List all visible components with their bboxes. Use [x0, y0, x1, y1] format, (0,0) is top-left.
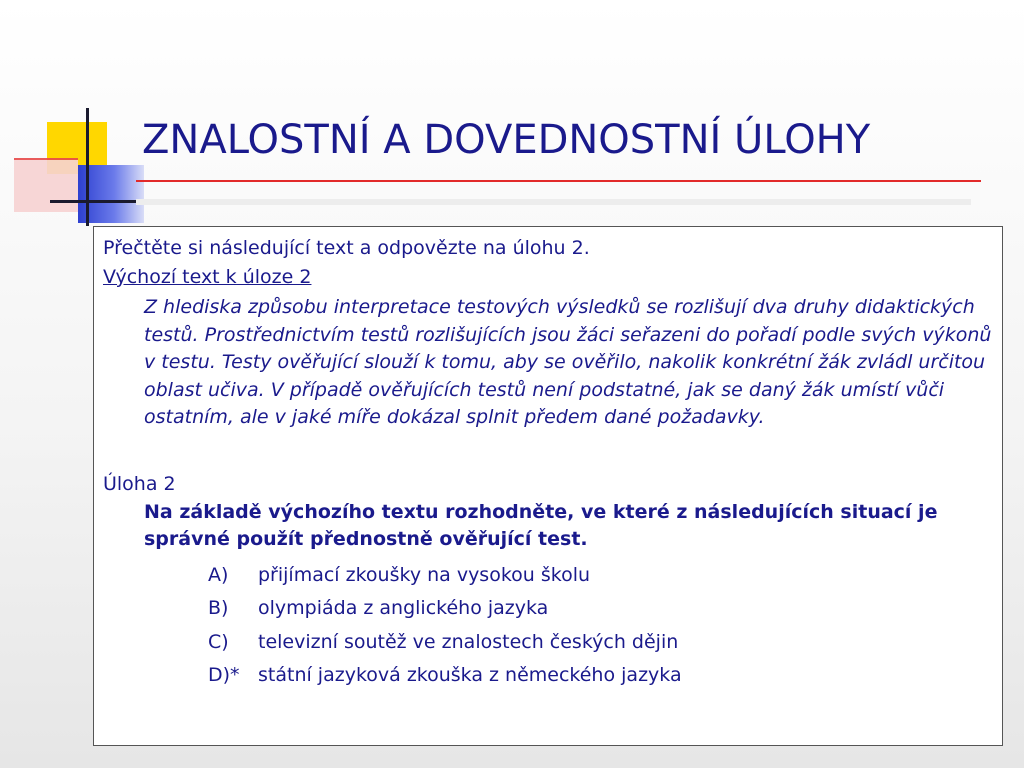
- option-label: B): [208, 597, 229, 619]
- option-label: A): [208, 563, 229, 586]
- content-box: [93, 226, 1003, 746]
- title-shadow-rule: [136, 199, 971, 205]
- vertical-line-decoration: [86, 108, 89, 226]
- answer-option-a: [208, 559, 992, 593]
- title-underline-rule: [136, 180, 981, 182]
- task-question: Na základě výchozího textu rozhodněte, ve které z následujících situací je správné použít přednostně ověřující test.: [144, 500, 938, 550]
- answer-options-list: [208, 559, 992, 693]
- source-text-heading: Výchozí text k úloze 2: [103, 266, 312, 288]
- option-text: státní jazyková zkouška z německého jazyka: [258, 664, 682, 686]
- answer-option-b: [208, 592, 992, 626]
- paragraph-spacer: [103, 432, 992, 470]
- source-text-paragraph: Z hlediska způsobu interpretace testových výsledků se rozlišují dva druhy didaktických testů. Prostřednictvím testů rozlišujících jsou žáci seřazeni do pořadí podle svých výkonů v testu. Testy ověřující slouží k tomu, aby se ověřilo, nakolik konkrétní žák zvládl určitou oblast učiva. V případě ověřujících testů není podstatné, jak se daný žák umístí vůči ostatním, ale v jaké míře dokázal splnit předem dané požadavky.: [144, 296, 992, 428]
- option-label: C): [208, 630, 229, 653]
- option-text: televizní soutěž ve znalostech českých dějin: [258, 630, 679, 653]
- option-text: přijímací zkoušky na vysokou školu: [258, 563, 591, 586]
- slide-title: ZNALOSTNÍ A DOVEDNOSTNÍ ÚLOHY: [142, 117, 871, 163]
- red-square-decoration: [14, 158, 78, 212]
- instruction-text: Přečtěte si následující text a odpovězte na úlohu 2.: [103, 237, 590, 259]
- option-label: D)*: [208, 664, 240, 686]
- task-heading: Úloha 2: [103, 472, 176, 495]
- answer-option-c: [208, 626, 992, 660]
- answer-option-d: [208, 659, 992, 693]
- option-text: olympiáda z anglického jazyka: [258, 597, 549, 619]
